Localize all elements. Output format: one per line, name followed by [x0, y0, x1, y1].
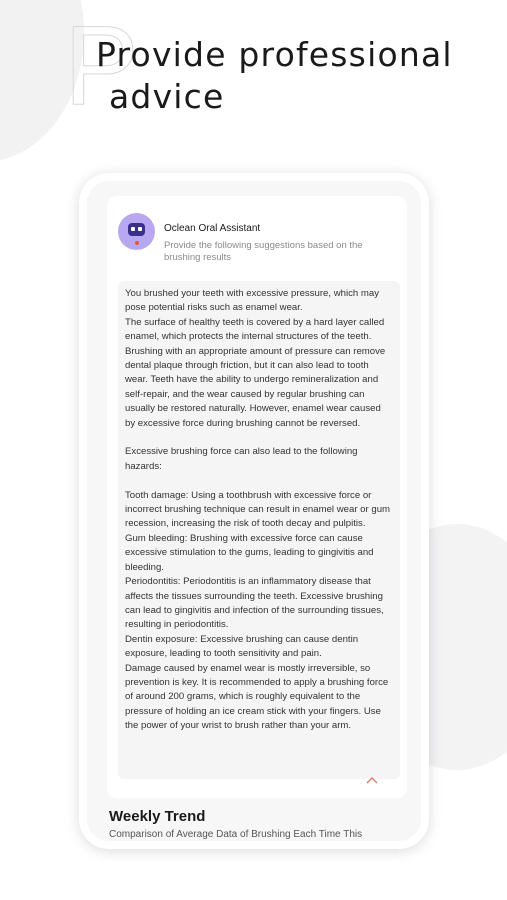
decorative-outline-letter: P	[64, 3, 139, 128]
advice-paragraph: Periodontitis: Periodontitis is an inflammatory disease that affects the tissues surrounding the teeth. Excessive brushing can lead to gingivitis and infection of the surrounding tissues, resulting in periodontitis.	[125, 576, 384, 631]
weekly-trend-subtitle: Comparison of Average Data of Brushing Each Time This	[109, 829, 363, 840]
hero-title	[96, 34, 476, 118]
advice-paragraph: Damage caused by enamel wear is mostly irreversible, so prevention is key. It is recommended to apply a brushing force of around 200 grams, which is roughly equivalent to the pressure of holding an ice cream stick with your fingers. Use the power of your wrist to brush rather than your arm.	[125, 662, 389, 732]
hero-title-line1: Provide professional	[96, 35, 453, 74]
assistant-avatar	[118, 213, 155, 250]
advice-paragraph: Dentin exposure: Excessive brushing can cause dentin exposure, leading to tooth sensitivity and pain.	[125, 633, 359, 660]
assistant-subtitle: Provide the following suggestions based on the brushing results	[164, 240, 363, 263]
advice-paragraph: You brushed your teeth with excessive pressure, which may pose potential risks such as enamel wear.	[125, 288, 380, 314]
phone-screen	[87, 181, 421, 841]
chevron-up-icon[interactable]	[365, 775, 379, 785]
advice-text	[125, 287, 393, 734]
advice-paragraph: Tooth damage: Using a toothbrush with excessive force or incorrect brushing technique can result in enamel wear or gum recession, increasing the risk of tooth decay and pulpitis.	[125, 489, 391, 530]
weekly-trend-title: Weekly Trend	[109, 808, 206, 825]
advice-paragraph: The surface of healthy teeth is covered by a hard layer called enamel, which protects the internal structures of the teeth. Brushing with an appropriate amount of pressure can remove dental plaque through friction, but it can also lead to tooth wear. Teeth have the ability to undergo remineralization and self-repair, and the wear caused by regular brushing can usually be restored naturally. However, enamel wear caused by excessive force during brushing cannot be reversed.	[125, 316, 386, 429]
assistant-card	[107, 196, 407, 798]
robot-icon	[128, 223, 145, 236]
advice-paragraph: Excessive brushing force can also lead to the following hazards:	[125, 446, 358, 472]
hero-title-line2: advice	[109, 77, 225, 116]
advice-message	[118, 281, 400, 779]
advice-paragraph: Gum bleeding: Brushing with excessive force can cause excessive stimulation to the gums, leading to gingivitis and bleeding.	[125, 532, 374, 573]
phone-mockup	[79, 173, 429, 849]
assistant-name: Oclean Oral Assistant	[164, 223, 261, 234]
